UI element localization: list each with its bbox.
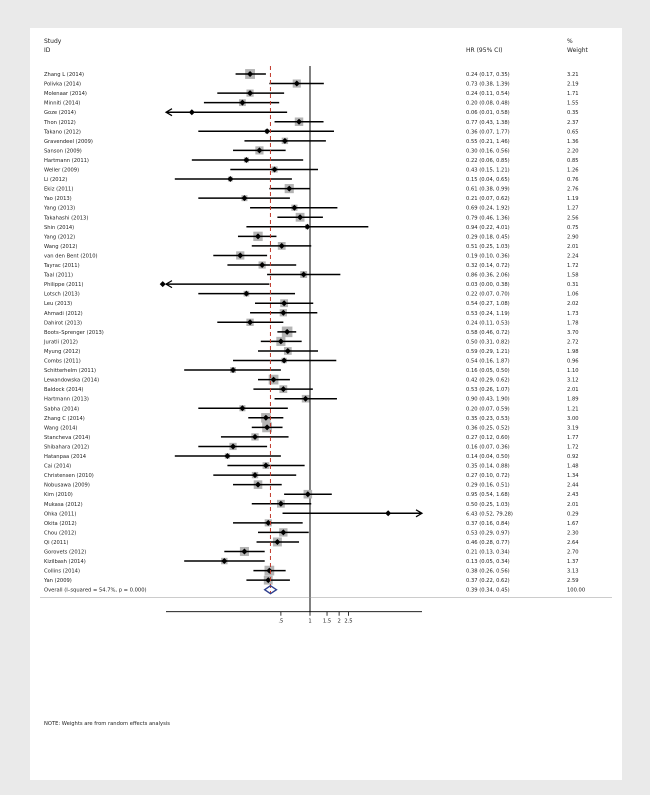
hr-ci-value: 0.32 (0.14, 0.72) [466,263,510,269]
study-label: Zhang L (2014) [44,72,85,78]
weight-value: 0.65 [567,129,579,136]
study-label: Shin (2014) [44,224,75,231]
study-label: Minniti (2014) [44,100,81,107]
id-header: ID [44,47,51,54]
hr-ci-value: 0.03 (0.00, 0.38) [466,282,510,289]
study-label: Collins (2014) [44,568,81,575]
weight-value: 2.19 [567,81,579,88]
study-label: Thon (2012) [44,119,76,126]
study-header: Study [44,38,62,45]
weight-value: 1.34 [567,473,579,480]
hr-ci-value: 0.46 (0.28, 0.77) [466,539,510,546]
hr-ci-value: 0.36 (0.07, 1.77) [466,129,510,136]
study-label: Chou (2012) [44,530,77,537]
weight-value: 3.00 [567,415,579,422]
study-label: Qi (2011) [44,539,69,546]
study-label: Boots–Sprenger (2013) [44,329,104,336]
point-estimate [385,510,391,516]
weight-value: 2.44 [567,482,579,489]
study-label: Ekiz (2011) [44,186,74,193]
weight-value: 2.90 [567,234,579,241]
weight-value: 1.55 [567,100,579,107]
hr-ci-value: 0.21 (0.13, 0.34) [466,549,510,556]
study-label: Hartmann (2013) [44,396,89,403]
hr-ci-value: 0.22 (0.07, 0.70) [466,291,510,298]
point-estimate [189,109,195,115]
study-label: Wang (2012) [44,243,78,250]
hr-ci-value: 0.16 (0.07, 0.36) [466,444,510,451]
hr-ci-value: 0.06 (0.01, 0.58) [466,110,510,117]
study-label: Myung (2012) [44,348,81,355]
study-label: Yao (2013) [44,196,72,203]
study-label: Philippe (2011) [44,282,84,289]
study-label: Baldock (2014) [44,387,84,394]
weight-value: 2.43 [567,492,579,499]
weight-value: 2.59 [567,578,579,585]
weight-value: 2.01 [567,501,579,508]
hr-ci-value: 0.50 (0.31, 0.82) [466,339,510,346]
hr-ci-value: 0.22 (0.06, 0.85) [466,157,510,164]
weight-value: 2.76 [567,186,579,193]
weight-value: 2.30 [567,530,579,537]
study-label: Sanson (2009) [44,148,82,155]
hr-ci-value: 0.61 (0.38, 0.99) [466,186,510,193]
study-label: Gorovets (2012) [44,549,87,556]
hr-ci-value: 0.90 (0.43, 1.90) [466,396,510,403]
hr-ci-value: 0.29 (0.16, 0.51) [466,482,510,489]
study-label: Yang (2012) [44,234,76,241]
weight-value: 1.36 [567,138,579,145]
study-label: Takahashi (2013) [44,215,89,222]
hr-ci-value: 0.24 (0.11, 0.54) [466,91,510,98]
hr-ci-value: 0.54 (0.27, 1.08) [466,301,510,308]
study-label: Kizilbash (2014) [44,559,86,566]
study-label: Ohka (2011) [44,511,77,518]
hr-ci-value: 0.53 (0.24, 1.19) [466,310,510,317]
hr-ci-value: 6.43 (0.52, 79.28) [466,511,513,518]
x-tick-label: .5 [278,618,284,625]
weight-value: 3.12 [567,377,579,384]
study-label: Goze (2014) [44,110,77,117]
study-label: Weller (2009) [44,167,80,174]
hr-ci-value: 0.55 (0.21, 1.46) [466,138,510,145]
overall-weight: 100.00 [567,587,586,594]
weight-value: 2.56 [567,215,579,222]
weight-value: 1.89 [567,396,579,403]
weight-value: 0.76 [567,177,579,184]
weight-value: 2.70 [567,549,579,556]
forest-plot [30,28,622,780]
study-label: Takano (2012) [44,129,81,136]
study-label: Mukasa (2012) [44,501,83,508]
study-label: Dahirot (2013) [44,320,83,327]
x-tick-label: 1 [308,618,312,625]
weight-value: 1.73 [567,310,579,317]
hr-ci-value: 0.15 (0.04, 0.65) [466,177,510,184]
weight-value: 1.67 [567,520,579,527]
hr-ci-value: 0.27 (0.12, 0.60) [466,434,510,441]
hr-ci-value: 0.94 (0.22, 4.01) [466,224,510,231]
hr-ci-value: 0.20 (0.08, 0.48) [466,100,510,107]
study-label: Cai (2014) [44,463,72,470]
footnote: NOTE: Weights are from random effects analysis [44,721,170,727]
hr-ci-value: 0.20 (0.07, 0.59) [466,406,510,413]
hr-ci-value: 0.42 (0.29, 0.62) [466,377,510,384]
hr-ci-value: 0.73 (0.38, 1.39) [466,81,510,88]
overall-label: Overall (I–squared = 54.7%, p = 0.000) [44,587,147,594]
weight-value: 2.01 [567,243,579,250]
weight-value: 1.06 [567,291,579,298]
weight-value: 1.26 [567,167,579,174]
weight-value: 0.31 [567,282,579,289]
weight-value: 1.72 [567,444,579,451]
study-label: Wang (2014) [44,425,78,432]
hr-ci-value: 0.21 (0.07, 0.62) [466,196,510,203]
weight-value: 0.75 [567,224,579,231]
weight-value: 1.48 [567,463,579,470]
study-label: Stancheva (2014) [44,434,91,441]
weight-value: 1.37 [567,559,579,566]
study-label: Gravendeel (2009) [44,138,93,145]
point-estimate [160,281,166,287]
hr-ci-value: 0.27 (0.10, 0.72) [466,473,510,480]
hr-ci-header: HR (95% CI) [466,47,503,54]
weight-value: 2.20 [567,148,579,155]
weight-value: 2.64 [567,539,579,546]
hr-ci-value: 0.19 (0.10, 0.36) [466,253,510,260]
weight-value: 0.96 [567,358,579,365]
weight-value: 2.37 [567,119,579,126]
study-label: Yan (2009) [44,578,72,585]
study-label: Nobusawa (2009) [44,482,90,489]
percent-header: % [567,38,573,45]
study-label: Hatanpaa (2014 [44,454,87,460]
study-label: Tayrac (2011) [44,263,80,269]
study-label: Yang (2013) [44,205,76,212]
study-label: Combs (2011) [44,358,81,365]
hr-ci-value: 0.37 (0.22, 0.62) [466,578,510,585]
study-label: Schitterhelm (2011) [44,368,97,375]
study-label: Juratli (2012) [44,339,78,346]
hr-ci-value: 0.50 (0.25, 1.03) [466,501,510,508]
hr-ci-value: 0.51 (0.25, 1.03) [466,243,510,250]
hr-ci-value: 0.77 (0.43, 1.38) [466,119,510,126]
hr-ci-value: 0.38 (0.26, 0.56) [466,568,510,575]
weight-value: 1.58 [567,272,579,279]
weight-value: 2.24 [567,253,579,260]
study-label: Shibahara (2012) [44,444,90,451]
study-label: Ahmadi (2012) [44,310,83,317]
hr-ci-value: 0.14 (0.04, 0.50) [466,454,510,460]
weight-value: 1.10 [567,368,579,375]
weight-value: 1.21 [567,406,579,413]
hr-ci-value: 0.53 (0.26, 1.07) [466,387,510,394]
weight-value: 1.78 [567,320,579,327]
hr-ci-value: 0.24 (0.11, 0.53) [466,320,510,327]
weight-value: 0.85 [567,157,579,164]
hr-ci-value: 0.35 (0.23, 0.53) [466,415,510,422]
hr-ci-value: 0.16 (0.05, 0.50) [466,368,510,375]
forest-plot-panel [30,28,622,780]
hr-ci-value: 0.29 (0.18, 0.45) [466,234,510,241]
hr-ci-value: 0.37 (0.16, 0.84) [466,520,510,527]
study-label: Christensen (2010) [44,473,94,480]
hr-ci-value: 0.36 (0.25, 0.52) [466,425,510,432]
weight-value: 0.35 [567,110,579,117]
study-label: Molenaar (2014) [44,91,87,98]
weight-value: 3.13 [567,568,579,575]
weight-value: 1.98 [567,348,579,355]
hr-ci-value: 0.24 (0.17, 0.35) [466,72,510,78]
hr-ci-value: 0.43 (0.15, 1.21) [466,167,510,174]
hr-ci-value: 0.13 (0.05, 0.34) [466,559,510,566]
weight-value: 1.77 [567,434,579,441]
weight-value: 2.02 [567,301,579,308]
study-label: Lewandowska (2014) [44,377,100,384]
study-label: Polivka (2014) [44,81,82,88]
study-label: Lotsch (2013) [44,291,80,298]
weight-value: 3.19 [567,425,579,432]
hr-ci-value: 0.53 (0.29, 0.97) [466,530,510,537]
x-tick-label: 2.5 [344,618,353,625]
weight-value: 0.92 [567,454,579,460]
weight-value: 3.21 [567,72,579,78]
study-label: Hartmann (2011) [44,157,89,164]
study-label: van den Bent (2010) [44,253,98,260]
hr-ci-value: 0.95 (0.54, 1.68) [466,492,510,499]
study-label: Sabha (2014) [44,406,80,413]
hr-ci-value: 0.59 (0.29, 1.21) [466,348,510,355]
study-label: Leu (2013) [44,301,73,308]
x-tick-label: 2 [337,618,341,625]
weight-value: 1.27 [567,205,579,212]
hr-ci-value: 0.69 (0.24, 1.92) [466,205,510,212]
hr-ci-value: 0.58 (0.46, 0.72) [466,329,510,336]
hr-ci-value: 0.54 (0.16, 1.87) [466,358,510,365]
weight-value: 2.01 [567,387,579,394]
weight-value: 0.29 [567,511,579,518]
overall-hr-ci: 0.39 (0.34, 0.45) [466,587,510,594]
hr-ci-value: 0.30 (0.16, 0.56) [466,148,510,155]
study-label: Taal (2011) [44,272,74,279]
study-label: Kim (2010) [44,492,73,499]
weight-header: Weight [567,47,588,54]
study-label: Okita (2012) [44,520,77,527]
hr-ci-value: 0.86 (0.36, 2.06) [466,272,510,279]
weight-value: 1.71 [567,91,579,98]
study-label: Li (2012) [44,177,68,184]
weight-value: 1.19 [567,196,579,203]
hr-ci-value: 0.79 (0.46, 1.36) [466,215,510,222]
study-label: Zhang C (2014) [44,415,85,422]
weight-value: 1.72 [567,263,579,269]
weight-value: 3.70 [567,329,579,336]
weight-value: 2.72 [567,339,579,346]
hr-ci-value: 0.35 (0.14, 0.88) [466,463,510,470]
x-tick-label: 1.5 [322,618,332,625]
